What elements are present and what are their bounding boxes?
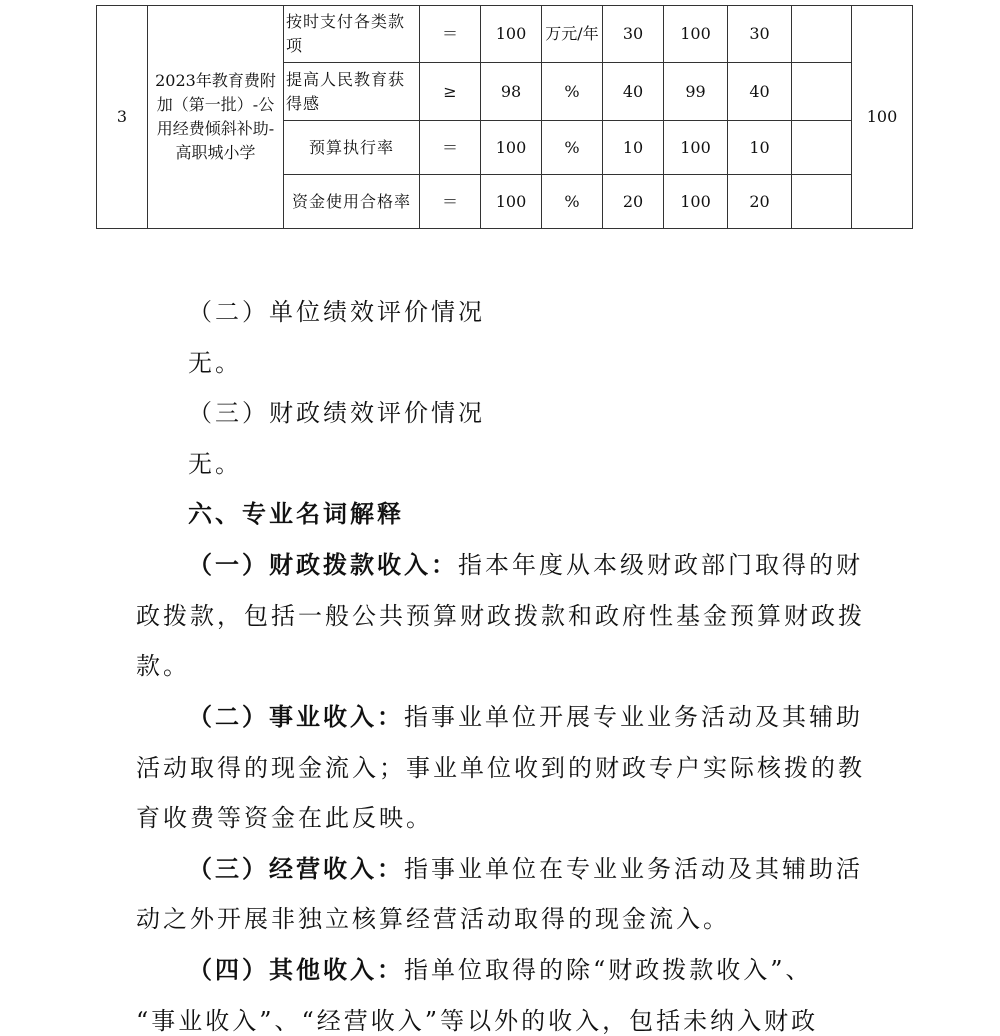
- target-cell: 98: [481, 63, 542, 121]
- actual-cell: 99: [664, 63, 728, 121]
- note-cell: [792, 121, 852, 175]
- weight-cell: 10: [603, 121, 664, 175]
- weight-cell: 40: [603, 63, 664, 121]
- score-cell: 10: [728, 121, 792, 175]
- term-2-line-2: 活动取得的现金流入；事业单位收到的财政专户实际核拨的教: [136, 754, 865, 782]
- score-cell: 30: [728, 6, 792, 63]
- term-2-line-1: （二）事业收入：指事业单位开展专业业务活动及其辅助: [188, 702, 863, 731]
- target-cell: 100: [481, 121, 542, 175]
- score-cell: 40: [728, 63, 792, 121]
- performance-table: [96, 5, 913, 229]
- actual-cell: 100: [664, 121, 728, 175]
- unit-cell: %: [542, 121, 603, 175]
- term-1-line-2: 政拨款，包括一般公共预算财政拨款和政府性基金预算财政拨: [136, 602, 865, 630]
- table-row: [97, 6, 913, 63]
- weight-cell: 30: [603, 6, 664, 63]
- term-1-line-3: 款。: [136, 652, 190, 680]
- term-4-line-2: “事业收入”、“经营收入”等以外的收入，包括未纳入财政: [136, 1007, 819, 1035]
- term-2-label: （二）事业收入：: [188, 702, 404, 731]
- heading-finance-evaluation: （三）财政绩效评价情况: [188, 399, 485, 427]
- unit-cell: %: [542, 63, 603, 121]
- row-number: 3: [97, 6, 148, 229]
- term-2-line-3: 育收费等资金在此反映。: [136, 804, 433, 832]
- weight-cell: 20: [603, 175, 664, 229]
- actual-cell: 100: [664, 6, 728, 63]
- total-score: 100: [852, 6, 913, 229]
- term-3-label: （三）经营收入：: [188, 854, 404, 883]
- indicator-cell: 按时支付各类款项: [284, 6, 420, 63]
- heading-unit-evaluation: （二）单位绩效评价情况: [188, 298, 485, 326]
- unit-cell: 万元/年: [542, 6, 603, 63]
- term-3-line-1: （三）经营收入：指事业单位在专业业务活动及其辅助活: [188, 854, 863, 883]
- term-1-label: （一）财政拨款收入：: [188, 550, 458, 579]
- term-4-line-1: （四）其他收入：指单位取得的除“财政拨款收入”、: [188, 955, 813, 984]
- indicator-cell: 资金使用合格率: [284, 175, 420, 229]
- term-1-line-1: （一）财政拨款收入：指本年度从本级财政部门取得的财: [188, 550, 863, 579]
- heading-terms: 六、专业名词解释: [188, 499, 404, 528]
- unit-cell: %: [542, 175, 603, 229]
- term-4-label: （四）其他收入：: [188, 955, 404, 984]
- indicator-cell: 预算执行率: [284, 121, 420, 175]
- term-3-line-2: 动之外开展非独立核算经营活动取得的现金流入。: [136, 905, 730, 933]
- operator-cell: ＝: [420, 121, 481, 175]
- note-cell: [792, 175, 852, 229]
- operator-cell: ＝: [420, 6, 481, 63]
- finance-evaluation-body: 无。: [188, 450, 242, 478]
- operator-cell: ＝: [420, 175, 481, 229]
- project-name: 2023年教育费附加（第一批）-公用经费倾斜补助-高职城小学: [148, 6, 284, 229]
- score-cell: 20: [728, 175, 792, 229]
- indicator-cell: 提高人民教育获得感: [284, 63, 420, 121]
- note-cell: [792, 63, 852, 121]
- target-cell: 100: [481, 6, 542, 63]
- operator-cell: ≥: [420, 63, 481, 121]
- actual-cell: 100: [664, 175, 728, 229]
- target-cell: 100: [481, 175, 542, 229]
- note-cell: [792, 6, 852, 63]
- unit-evaluation-body: 无。: [188, 349, 242, 377]
